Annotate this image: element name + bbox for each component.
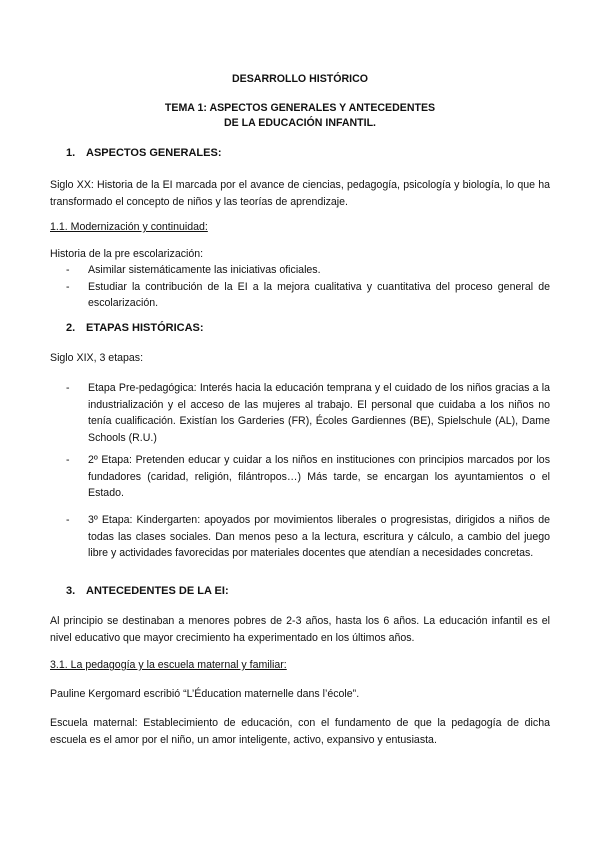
dash-bullet: - xyxy=(66,514,70,526)
section3-para1: Pauline Kergomard escribió “L’Éducation maternelle dans l’école”. xyxy=(50,688,360,700)
section1-heading-text: ASPECTOS GENERALES: xyxy=(86,147,222,159)
section1-number: 1. xyxy=(66,147,76,159)
section1-intro: Siglo XX: Historia de la EI marcada por el avance de ciencias, pedagogía, psicología y biología, lo que ha transformado el concepto de niños y las teorías de aprendizaje. xyxy=(50,179,550,208)
dash-bullet: - xyxy=(66,280,70,293)
section2-list-c xyxy=(50,512,550,562)
dash-bullet: - xyxy=(66,454,70,466)
section3-subheading: 3.1. La pedagogía y la escuela maternal y familiar: xyxy=(50,659,287,671)
section1-heading xyxy=(66,145,222,161)
section3-heading-text: ANTECEDENTES DE LA EI: xyxy=(86,585,229,597)
section3-intro: Al principio se destinaban a menores pobres de 2-3 años, hasta los 6 años. La educación infantil es el nivel educativo que mayor crecimiento ha experimentado en los últimos años. xyxy=(50,615,550,644)
section2-list-a xyxy=(50,380,550,446)
list-item: - Estudiar la contribución de la EI a la mejora cualitativa y cuantitativa del proceso general de escolarización. xyxy=(66,280,550,309)
list-item: - 2º Etapa: Pretenden educar y cuidar a los niños en instituciones con principios marcados por los fundadores (caridad, religión, filántropos…) Más tarde, se encargan los ayuntamientos o el Estado. xyxy=(66,454,550,499)
section3-number: 3. xyxy=(66,585,76,597)
section3-heading xyxy=(66,583,229,599)
dash-bullet: - xyxy=(66,382,70,394)
section1-lead: Historia de la pre escolarización: xyxy=(50,248,204,260)
section1-subheading: 1.1. Modernización y continuidad: xyxy=(50,221,208,233)
document-title: DESARROLLO HISTÓRICO xyxy=(232,73,368,85)
section2-heading xyxy=(66,320,204,336)
topic-title-line1: TEMA 1: ASPECTOS GENERALES Y ANTECEDENTES xyxy=(164,102,436,114)
list-item: - Etapa Pre-pedagógica: Interés hacia la educación temprana y el cuidado de los niños gracias a la industrialización y el acceso de las mujeres al trabajo. El personal que cuidaba a los niños no tenía cualificación. Existían los Garderies (FR), Écoles Gardiennes (BE), Spielschule (AL), Dame Schools (R.U.) xyxy=(66,382,550,444)
list-item: - Asimilar sistemáticamente las iniciativas oficiales. xyxy=(50,262,550,279)
list-item: - 3º Etapa: Kindergarten: apoyados por movimientos liberales o progresistas, dirigidos a niños de todas las clases sociales. Dan menos peso a la lectura, escritura y cálculo, a cambio del juego libre y actividades favorecidas por materiales docentes que atendían a necesidades concretas. xyxy=(66,514,550,559)
section2-heading-text: ETAPAS HISTÓRICAS: xyxy=(86,322,204,334)
section3-para2: Escuela maternal: Establecimiento de educación, con el fundamento de que la pedagogía de dicha escuela es el amor por el niño, un amor inteligente, activo, expansivo y entusiasta. xyxy=(50,717,550,746)
section2-list-b xyxy=(50,452,550,502)
topic-title-line2: DE LA EDUCACIÓN INFANTIL. xyxy=(223,117,377,129)
dash-bullet: - xyxy=(66,264,70,276)
section1-list xyxy=(50,262,550,312)
section2-intro: Siglo XIX, 3 etapas: xyxy=(50,352,144,364)
section2-number: 2. xyxy=(66,322,76,334)
